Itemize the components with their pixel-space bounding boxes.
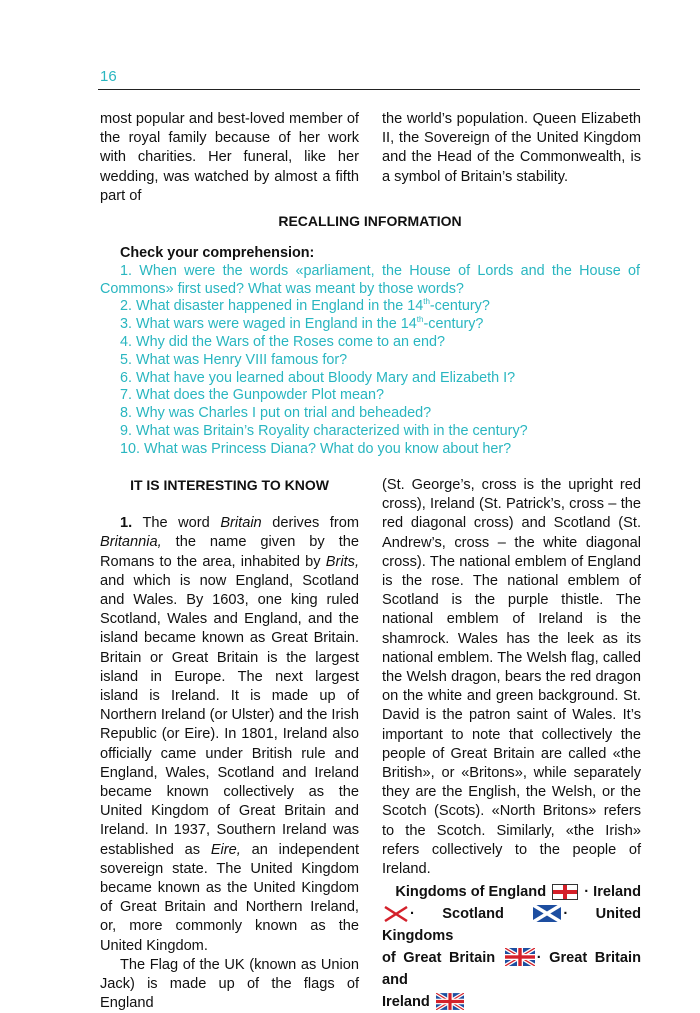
kingdom-label: Ireland	[382, 994, 430, 1011]
scotland-flag-icon	[533, 905, 561, 922]
interesting-paragraph-2: The Flag of the UK (known as Union Jack) is made up of the flags of England	[100, 956, 359, 1012]
kingdom-label: · Ireland	[584, 884, 641, 901]
interesting-left-column	[100, 476, 359, 1013]
interesting-heading: IT IS INTERESTING TO KNOW	[130, 477, 329, 493]
header-rule	[98, 89, 640, 90]
kingdom-label: · United Kingdoms	[382, 906, 641, 945]
england-flag-icon	[552, 884, 578, 900]
uk-flag-icon	[505, 948, 535, 966]
question-list	[100, 245, 640, 459]
top-right-text: the world’s population. Queen Elizabeth II, the Sovereign of the United Kingdom and the Head of the Commonwealth, is a symbol of Britain’s stability.	[382, 111, 641, 185]
interesting-right-text: (St. George’s, cross is the upright red cross), Ireland (St. Patrick’s, cross – the red diagonal cross) and Scotland (St. Andrew’s, cross – the white diagonal cross). The national emblem of England is the rose. The national emblem of Scotland is the purple thistle. The national emblem of Ireland is the shamrock. Wales has the leek as its national emblem. The Welsh flag, called the Welsh dragon, bears the red dragon on the white and green background. St. David is the patron saint of Wales. It’s important to note that collectively the people of Great Britain are called «the British», or «Britons», while separately they are the English, the Welsh, or the Scotch (Scots). «North Britons» refers to the Scotch. Similarly, «the Irish» refers collectively to the people of Ireland.	[382, 477, 641, 878]
interesting-paragraph-1: 1. The word Britain derives from Britannia, the name given by the Romans to the area, inhabited by Brits, and which is now England, Scotland and Wales. By 1603, one king ruled Scotland, Wales and England, and the island became known as Great Britain. Britain or Great Britain is the largest island in Europe. The next largest island is Ireland. It is made up of Northern Ireland (or Ulster) and the Irish Republic (or Eire). In 1801, Ireland also officially came under British rule and England, Wales, Scotland and Ireland became known collectively as the United Kingdom of Great Britain and Ireland. In 1937, Southern Ireland was established as Eire, an independent sovereign state. The United Kingdom became known as the United Kingdom of Great Britain and Northern Ireland, or, more commonly known as the United Kingdom.	[100, 515, 359, 954]
question-item: 6. What have you learned about Bloody Mary and Elizabeth I?	[120, 369, 516, 386]
question-item: 5. What was Henry VIII famous for?	[120, 351, 348, 368]
page-number: 16	[100, 68, 117, 85]
kingdom-label: Kingdoms of England	[395, 884, 547, 901]
question-item: 3. What wars were waged in England in the 14th-century?	[120, 315, 484, 333]
question-item: 2. What disaster happened in England in the 14th-century?	[120, 297, 490, 315]
question-item: 1. When were the words «parliament, the House of Lords and the House of Commons» first used? What was meant by those words?	[100, 262, 640, 297]
question-item: 7. What does the Gunpowder Plot mean?	[120, 387, 384, 404]
comprehension-label: Check your comprehension:	[120, 245, 315, 261]
kingdom-label: · Scotland	[410, 906, 504, 923]
question-item: 10. What was Princess Diana? What do you know about her?	[120, 440, 512, 457]
kingdom-label: · Great Britain and	[382, 950, 642, 989]
recalling-heading: RECALLING INFORMATION	[278, 213, 462, 229]
question-item: 9. What was Britain’s Royality characterized with in the century?	[120, 422, 528, 439]
question-item: 4. Why did the Wars of the Roses come to an end?	[120, 333, 446, 350]
question-item: 8. Why was Charles I put on trial and beheaded?	[120, 405, 432, 422]
uk-flag-icon	[436, 993, 464, 1010]
kingdoms-flags	[382, 881, 641, 1013]
kingdom-label: of Great Britain	[382, 950, 496, 967]
interesting-right-column	[382, 476, 641, 1013]
ireland-saltire-icon	[384, 906, 408, 922]
top-left-text: most popular and best-loved member of the royal family because of her work with charities. Her funeral, like her wedding, was watched by almost a fifth part of	[100, 111, 359, 204]
top-left-column	[100, 110, 359, 206]
top-right-column	[382, 110, 641, 187]
